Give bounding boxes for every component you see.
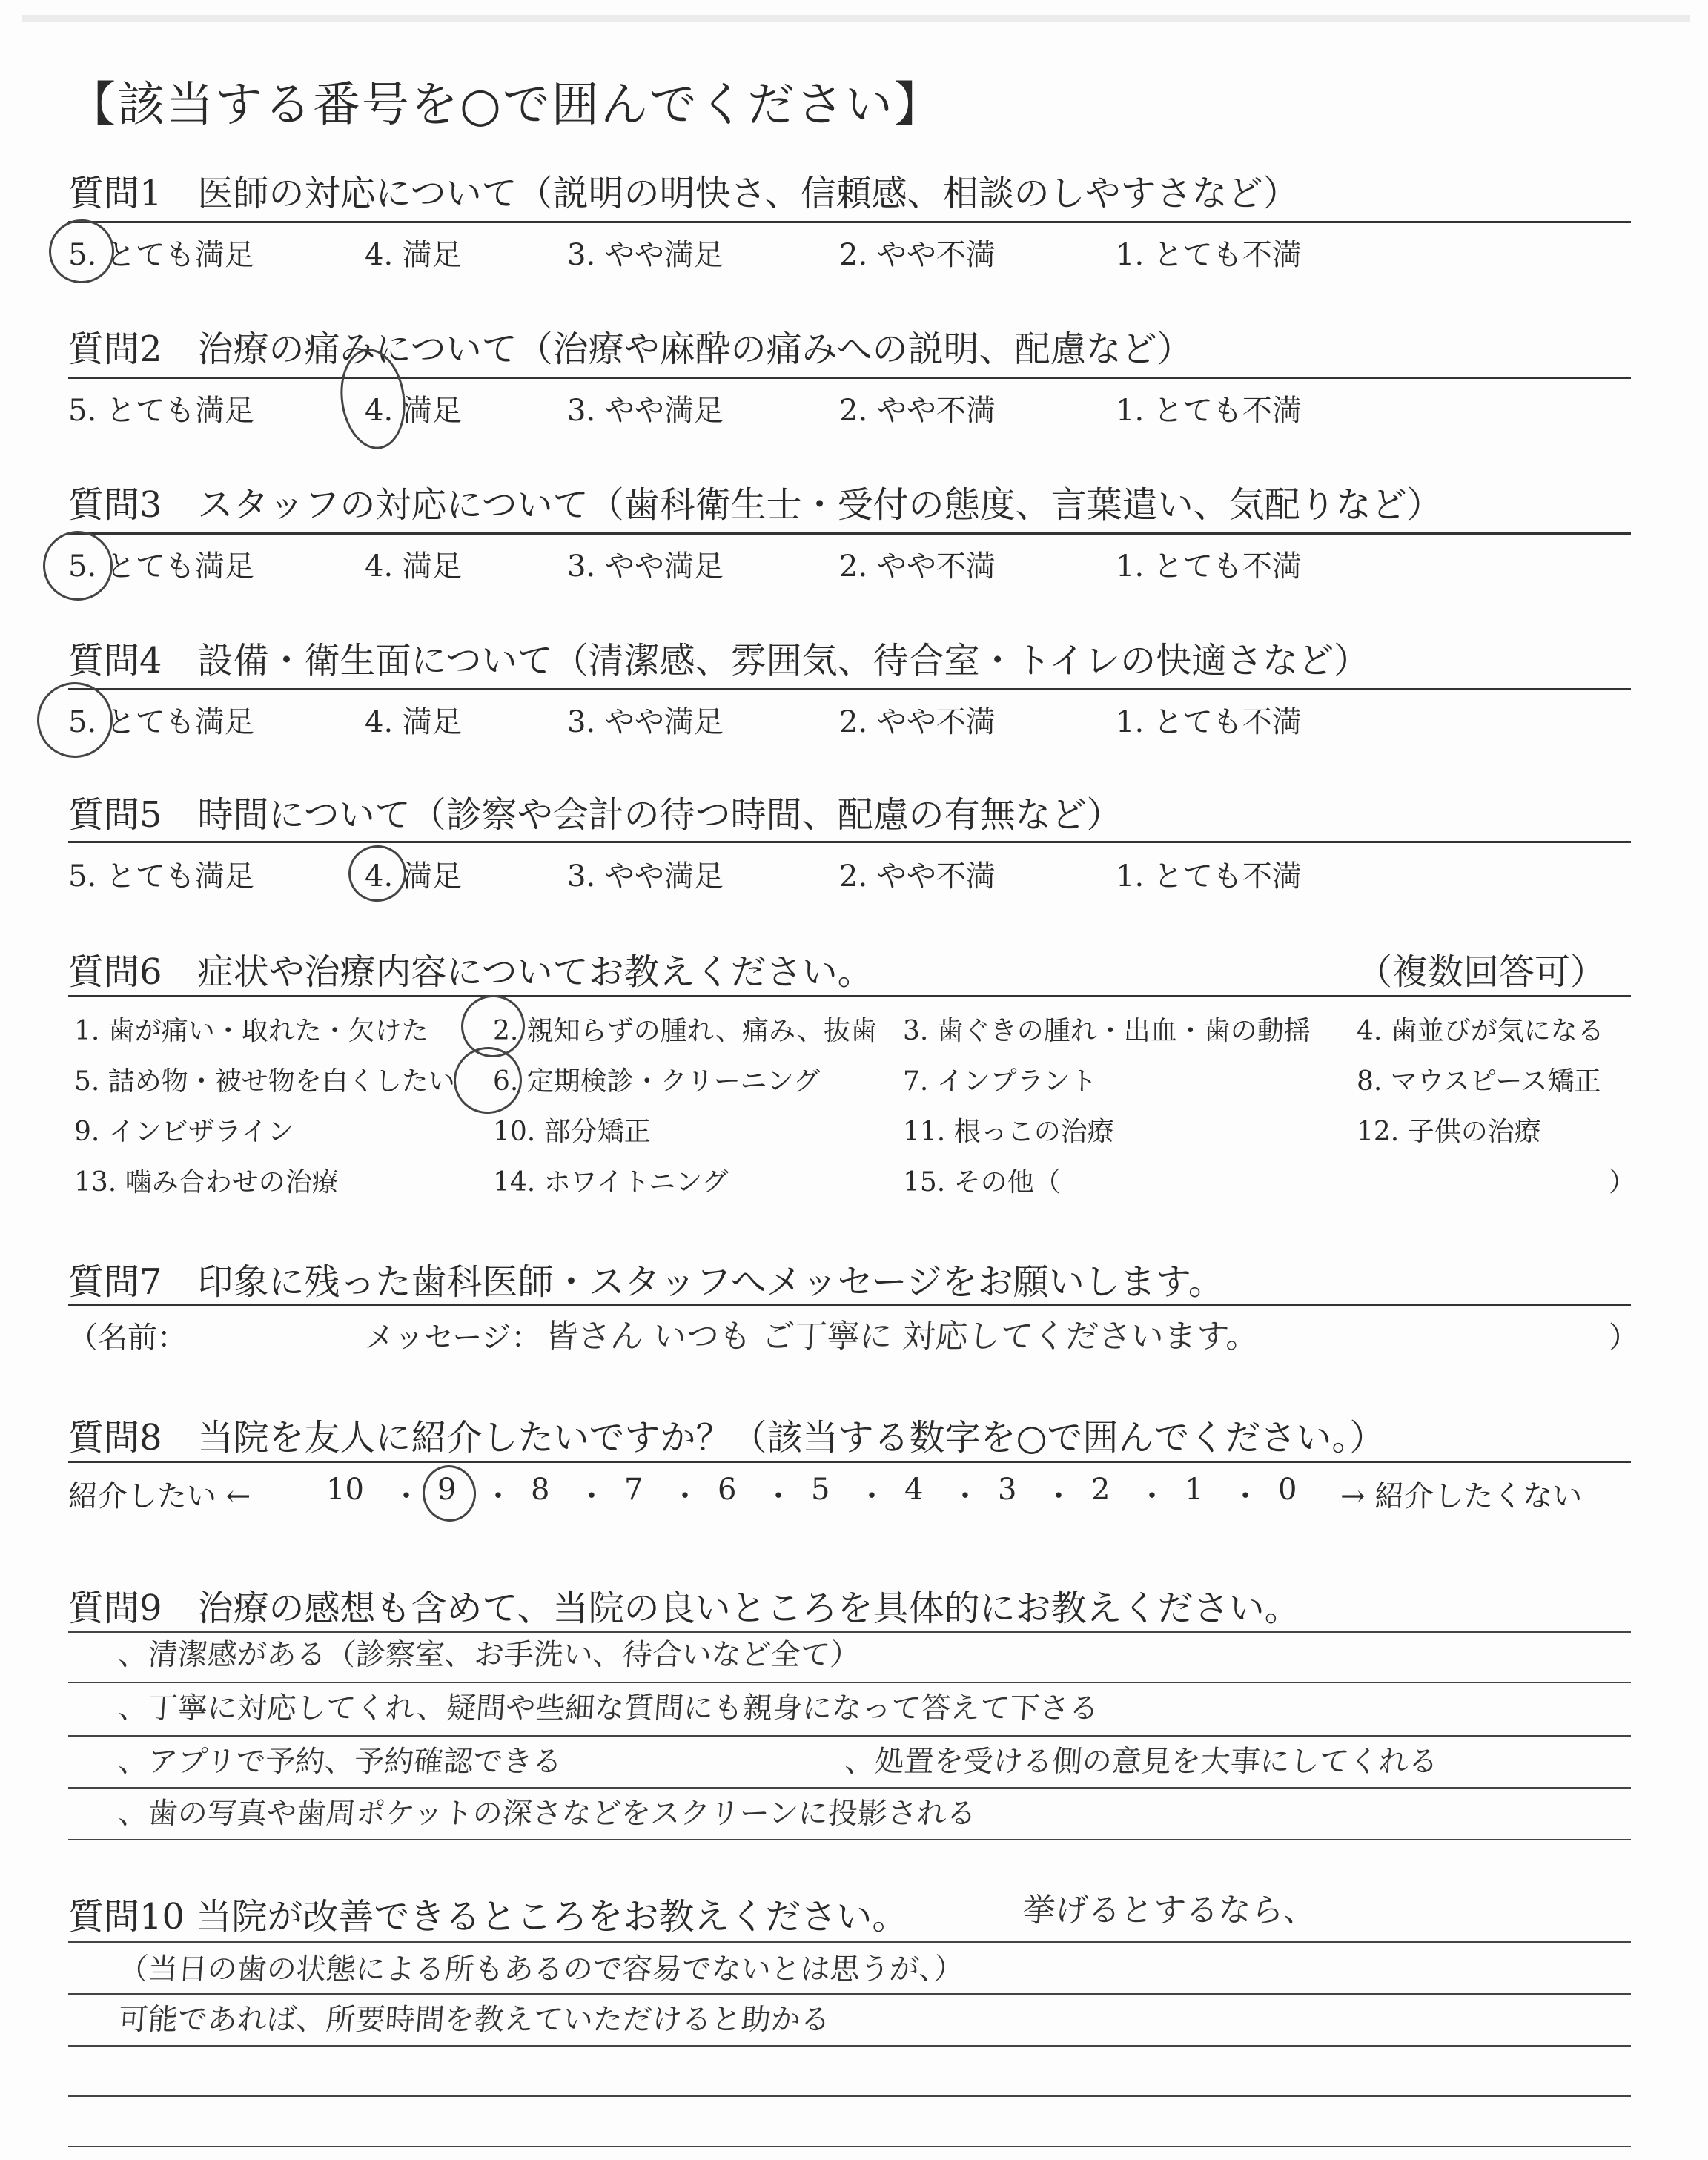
q8-left-label: 紹介したい ←	[68, 1479, 251, 1513]
question-10-title: 質問10 当院が改善できるところをお教えください。	[68, 1896, 908, 1938]
q9-answer-line-3a[interactable]: 、アプリで予約、予約確認できる	[117, 1745, 563, 1779]
q8-sep: ・	[764, 1479, 793, 1513]
page-title: 【該当する番号を○で囲んでください】	[68, 78, 943, 133]
q8-score-1[interactable]: 1	[1185, 1473, 1204, 1507]
q3-option-5[interactable]: 5. とても満足	[68, 549, 254, 584]
q5-option-5[interactable]: 5. とても満足	[68, 859, 254, 894]
divider	[68, 532, 1631, 535]
question-7-title: 質問7 印象に残った歯科医師・スタッフへメッセージをお願いします。	[68, 1261, 1224, 1303]
q6-item-7[interactable]: 7. インプラント	[903, 1066, 1097, 1097]
q6-item-5[interactable]: 5. 詰め物・被せ物を白くしたい	[74, 1066, 455, 1097]
q9-answer-line-3b[interactable]: 、処置を受ける側の意見を大事にしてくれる	[844, 1745, 1440, 1779]
divider	[68, 377, 1631, 379]
q8-score-10[interactable]: 10	[326, 1473, 364, 1507]
q8-score-6[interactable]: 6	[718, 1473, 737, 1507]
q6-item-4[interactable]: 4. 歯並びが気になる	[1357, 1016, 1604, 1046]
q9-answer-line-4[interactable]: 、歯の写真や歯周ポケットの深さなどをスクリーンに投影される	[117, 1797, 978, 1831]
divider	[68, 995, 1631, 997]
q5-option-4[interactable]: 4. 満足	[365, 859, 462, 894]
q6-item-1[interactable]: 1. 歯が痛い・取れた・欠けた	[74, 1016, 428, 1046]
q8-score-2[interactable]: 2	[1091, 1473, 1110, 1507]
q2-option-2[interactable]: 2. やや不満	[839, 394, 996, 428]
q8-score-0[interactable]: 0	[1278, 1473, 1297, 1507]
q8-score-9[interactable]: 9	[437, 1473, 457, 1507]
answer-line	[68, 1735, 1631, 1737]
q10-answer-line-1[interactable]: （当日の歯の状態による所もあるので容易でないとは思うが、）	[117, 1952, 965, 1986]
q1-option-3[interactable]: 3. やや満足	[567, 238, 724, 272]
question-9-title: 質問9 治療の感想も含めて、当院の良いところを具体的にお教えください。	[68, 1588, 1300, 1629]
q6-item-10[interactable]: 10. 部分矯正	[493, 1117, 651, 1147]
q8-score-7[interactable]: 7	[624, 1473, 643, 1507]
q7-name-label: （名前：	[68, 1321, 187, 1355]
divider	[68, 841, 1631, 843]
q8-sep: ・	[950, 1479, 980, 1513]
q8-sep: ・	[577, 1479, 606, 1513]
q6-multiple-note: （複数回答可）	[1357, 951, 1606, 993]
answer-line	[68, 2146, 1631, 2147]
q8-right-label: → 紹介したくない	[1340, 1479, 1583, 1513]
q6-other-close: ）	[1609, 1167, 1636, 1198]
q3-option-4[interactable]: 4. 満足	[365, 549, 462, 584]
q2-option-4[interactable]: 4. 満足	[365, 394, 462, 428]
question-1-title: 質問1 医師の対応について（説明の明快さ、信頼感、相談のしやすさなど）	[68, 173, 1299, 214]
q6-item-9[interactable]: 9. インビザライン	[74, 1117, 294, 1147]
q8-sep: ・	[1231, 1479, 1260, 1513]
q3-option-3[interactable]: 3. やや満足	[567, 549, 724, 584]
q5-option-3[interactable]: 3. やや満足	[567, 859, 724, 894]
answer-line	[68, 1787, 1631, 1789]
q2-option-5[interactable]: 5. とても満足	[68, 394, 254, 428]
q1-option-4[interactable]: 4. 満足	[365, 238, 462, 272]
answer-line	[68, 2045, 1631, 2047]
question-5-title: 質問5 時間について（診察や会計の待つ時間、配慮の有無など）	[68, 794, 1122, 836]
q9-answer-line-2[interactable]: 、丁寧に対応してくれ、疑問や些細な質問にも親身になって答えて下さる	[117, 1691, 1100, 1725]
divider	[68, 221, 1631, 223]
question-4-title: 質問4 設備・衛生面について（清潔感、雰囲気、待合室・トイレの快適さなど）	[68, 640, 1370, 681]
q2-option-3[interactable]: 3. やや満足	[567, 394, 724, 428]
question-2-title: 質問2 治療の痛みについて（治療や麻酔の痛みへの説明、配慮など）	[68, 328, 1193, 370]
q5-option-2[interactable]: 2. やや不満	[839, 859, 996, 894]
question-6-title: 質問6 症状や治療内容についてお教えください。	[68, 951, 873, 993]
q9-answer-line-1[interactable]: 、清潔感がある（診察室、お手洗い、待合いなど全て）	[117, 1638, 861, 1672]
q4-option-3[interactable]: 3. やや満足	[567, 705, 724, 739]
q8-sep: ・	[483, 1479, 513, 1513]
q8-sep: ・	[857, 1479, 887, 1513]
q8-sep: ・	[391, 1479, 421, 1513]
q2-option-1[interactable]: 1. とても不満	[1116, 394, 1302, 428]
q7-message-label: メッセージ：	[365, 1321, 541, 1355]
divider	[68, 1304, 1631, 1306]
q3-option-1[interactable]: 1. とても不満	[1116, 549, 1302, 584]
q8-sep: ・	[1044, 1479, 1073, 1513]
q4-option-5[interactable]: 5. とても満足	[68, 705, 254, 739]
q4-option-1[interactable]: 1. とても不満	[1116, 705, 1302, 739]
q8-score-3[interactable]: 3	[998, 1473, 1017, 1507]
answer-line	[68, 1839, 1631, 1840]
q6-item-15[interactable]: 15. その他（	[903, 1167, 1061, 1198]
q8-score-5[interactable]: 5	[811, 1473, 830, 1507]
q6-item-13[interactable]: 13. 噛み合わせの治療	[74, 1167, 339, 1198]
q1-option-1[interactable]: 1. とても不満	[1116, 238, 1302, 272]
q8-score-8[interactable]: 8	[531, 1473, 550, 1507]
q6-item-6[interactable]: 6. 定期検診・クリーニング	[493, 1066, 821, 1097]
q8-sep: ・	[1137, 1479, 1167, 1513]
q10-answer-line-2[interactable]: 可能であれば、所要時間を教えていただけると助かる	[117, 2003, 832, 2037]
q6-item-14[interactable]: 14. ホワイトニング	[493, 1167, 729, 1198]
q7-message-handwritten[interactable]: 皆さん いつも ご丁寧に 対応してくださいます。	[543, 1318, 1260, 1355]
answer-line	[68, 2095, 1631, 2097]
q4-option-4[interactable]: 4. 満足	[365, 705, 462, 739]
q1-option-2[interactable]: 2. やや不満	[839, 238, 996, 272]
divider	[68, 688, 1631, 690]
q6-item-12[interactable]: 12. 子供の治療	[1357, 1117, 1541, 1147]
divider	[68, 1461, 1631, 1463]
q1-option-5[interactable]: 5. とても満足	[68, 238, 254, 272]
q8-score-4[interactable]: 4	[904, 1473, 924, 1507]
q6-item-11[interactable]: 11. 根っこの治療	[903, 1117, 1114, 1147]
q10-aside-handwritten[interactable]: 挙げるとするなら、	[1021, 1892, 1318, 1929]
q3-option-2[interactable]: 2. やや不満	[839, 549, 996, 584]
q6-item-8[interactable]: 8. マウスピース矯正	[1357, 1066, 1601, 1097]
q5-option-1[interactable]: 1. とても不満	[1116, 859, 1302, 894]
q6-item-3[interactable]: 3. 歯ぐきの腫れ・出血・歯の動揺	[903, 1016, 1311, 1046]
q6-item-2[interactable]: 2. 親知らずの腫れ、痛み、抜歯	[493, 1016, 878, 1046]
q8-sep: ・	[670, 1479, 700, 1513]
scan-edge	[22, 15, 1690, 22]
answer-line	[68, 1993, 1631, 1995]
answer-line	[68, 1941, 1631, 1943]
answer-line	[68, 1682, 1631, 1683]
q4-option-2[interactable]: 2. やや不満	[839, 705, 996, 739]
question-8-title: 質問8 当院を友人に紹介したいですか？（該当する数字を○で囲んでください。）	[68, 1417, 1386, 1459]
question-3-title: 質問3 スタッフの対応について（歯科衛生士・受付の態度、言葉遣い、気配りなど）	[68, 484, 1443, 526]
q7-close: ）	[1609, 1321, 1638, 1355]
